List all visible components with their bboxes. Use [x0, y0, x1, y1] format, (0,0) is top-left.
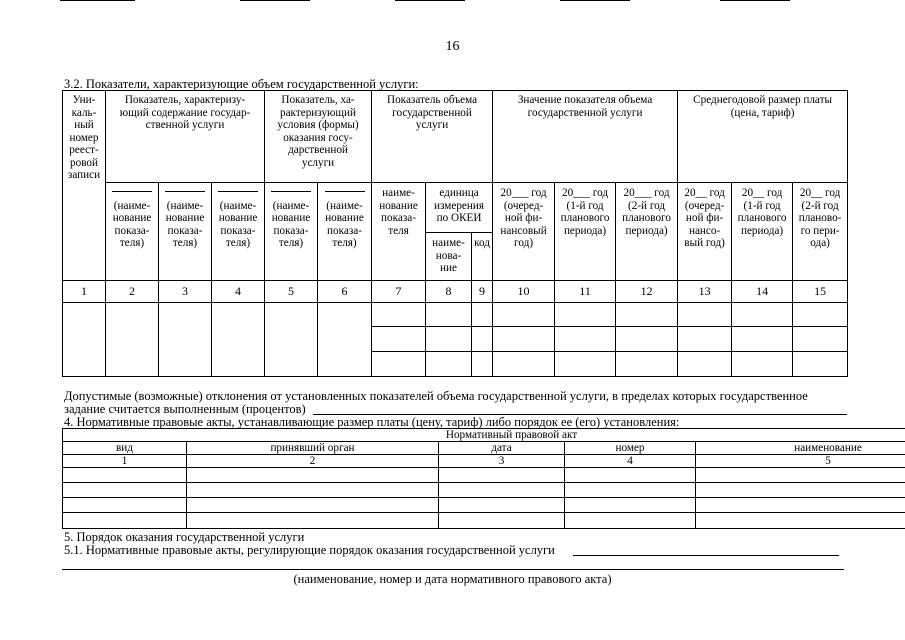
section-5-1-title: 5.1. Нормативные правовые акты, регулирующие порядок оказания государственной услуги: [64, 543, 555, 557]
subheader-year-plan-2: 20___ год (2-й год планового периода): [616, 183, 678, 281]
legal-act-column-4: номер: [565, 442, 696, 455]
subheader-indicator-2: (наиме- нование показа- теля): [159, 183, 212, 281]
subheader-indicator-4: (наиме- нование показа- теля): [265, 183, 318, 281]
subheader-year-plan-1: 20___ год (1-й год планового периода): [555, 183, 616, 281]
deviation-text-line-1: Допустимые (возможные) отклонения от установленных показателей объема государственной услуги, в пределах которых государственное: [64, 389, 808, 403]
header-conditions-indicator: Показатель, ха- рактеризующий условия (формы) оказания госу- дарственной услуги: [265, 91, 372, 183]
legal-act-column-2: принявший орган: [187, 442, 439, 455]
section-3-2-title: 3.2. Показатели, характеризующие объем государственной услуги:: [64, 77, 419, 91]
legal-act-column-number-3: 3: [439, 455, 565, 468]
column-number-1: 1: [63, 281, 106, 303]
column-number-13: 13: [678, 281, 732, 303]
page-number: 16: [445, 39, 460, 54]
column-number-11: 11: [555, 281, 616, 303]
deviation-text-line-2: задание считается выполненным (процентов): [64, 402, 306, 416]
column-number-5: 5: [265, 281, 318, 303]
legal-act-column-number-2: 2: [187, 455, 439, 468]
column-number-10: 10: [493, 281, 555, 303]
column-number-15: 15: [793, 281, 848, 303]
legal-act-column-3: дата: [439, 442, 565, 455]
top-border-line: [395, 0, 465, 1]
legal-act-input-line[interactable]: [62, 569, 844, 570]
legal-act-caption: (наименование, номер и дата нормативного правового акта): [293, 572, 612, 586]
top-border-line: [240, 0, 310, 1]
subheader-indicator-3: (наиме- нование показа- теля): [212, 183, 265, 281]
section-5-title: 5. Порядок оказания государственной услуги: [64, 530, 305, 544]
top-border-line: [560, 0, 630, 1]
subheader-indicator-5: (наиме- нование показа- теля): [318, 183, 372, 281]
table-row: [63, 513, 905, 529]
column-number-7: 7: [372, 281, 426, 303]
column-number-6: 6: [318, 281, 372, 303]
legal-act-column-number-4: 4: [565, 455, 696, 468]
subheader-indicator-1: (наиме- нование показа- теля): [106, 183, 159, 281]
table-row: [63, 468, 905, 483]
header-content-indicator: Показатель, характеризу- ющий содержание государ- ственной услуги: [106, 91, 265, 183]
header-volume-value: Значение показателя объема государственной услуги: [493, 91, 678, 183]
legal-act-column-number-5: 5: [696, 455, 905, 468]
legal-act-column-5: наименование: [696, 442, 905, 455]
subheader-unit-name: наиме- нова- ние: [426, 233, 472, 281]
subheader-year-current: 20___ год (очеред- ной фи- нансовый год): [493, 183, 555, 281]
legal-act-numbers-row: [63, 455, 905, 468]
top-border-line: [720, 0, 790, 1]
column-number-14: 14: [732, 281, 793, 303]
top-border-line: [60, 0, 135, 1]
subheader-volume-name: наиме- нование показа- теля: [372, 183, 426, 281]
table-row: [63, 498, 905, 513]
subheader-fee-plan-1: 20__ год (1-й год планового периода): [732, 183, 793, 281]
section-4-title: 4. Нормативные правовые акты, устанавливающие размер платы (цену, тариф) либо порядок ее (его) установления:: [64, 415, 680, 429]
legal-act-column-1: вид: [63, 442, 187, 455]
column-number-4: 4: [212, 281, 265, 303]
column-number-2: 2: [106, 281, 159, 303]
volume-indicators-table: [62, 90, 848, 377]
legal-act-columns-row: [63, 442, 905, 455]
column-number-9: 9: [472, 281, 493, 303]
fee-legal-acts-table: [62, 428, 905, 529]
header-average-fee: Среднегодовой размер платы (цена, тариф): [678, 91, 848, 183]
header-volume-indicator: Показатель объема государственной услуги: [372, 91, 493, 183]
section-5-1-field[interactable]: [573, 555, 839, 556]
legal-act-header: Нормативный правовой акт: [63, 429, 905, 442]
subheader-okei-unit: единица измерения по ОКЕИ: [426, 183, 493, 233]
subheader-unit-code: код: [472, 233, 493, 281]
legal-act-column-number-1: 1: [63, 455, 187, 468]
table-row: [63, 483, 905, 498]
column-number-8: 8: [426, 281, 472, 303]
column-numbers-row: [63, 281, 848, 303]
header-unique-number: Уни- каль- ный номер реест- ровой записи: [63, 91, 106, 281]
table-row: [63, 303, 848, 327]
column-number-3: 3: [159, 281, 212, 303]
column-number-12: 12: [616, 281, 678, 303]
subheader-fee-current: 20__ год (очеред- ной фи- нансо- вый год): [678, 183, 732, 281]
subheader-fee-plan-2: 20__ год (2-й год планово- го пери- ода): [793, 183, 848, 281]
